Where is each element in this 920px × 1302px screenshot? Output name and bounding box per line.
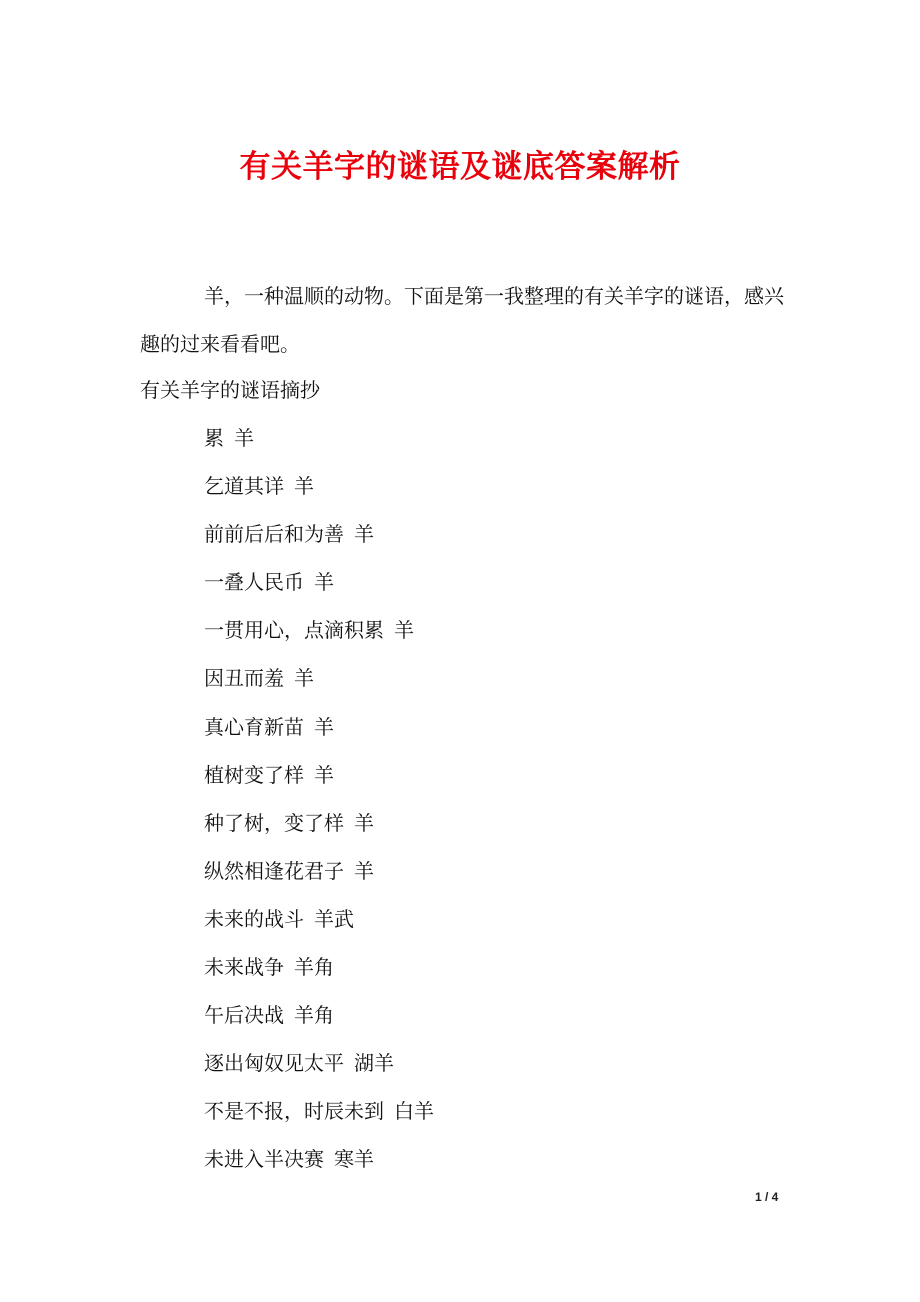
riddle-question: 逐出匈奴见太平: [204, 1051, 344, 1076]
riddle-item: [204, 462, 434, 510]
riddle-answer: 羊: [234, 426, 254, 450]
riddle-item: [204, 703, 434, 751]
riddle-answer: 湖羊: [354, 1051, 394, 1076]
riddle-item: [204, 799, 434, 847]
riddle-answer: 羊: [314, 714, 334, 739]
riddle-question: 真心育新苗: [204, 714, 304, 739]
riddle-question: 种了树，变了样: [204, 810, 344, 835]
riddle-list: [204, 414, 434, 1184]
riddle-item: [204, 606, 434, 654]
riddle-answer: 羊: [394, 618, 414, 643]
intro-paragraph: 羊，一种温顺的动物。下面是第一我整理的有关羊字的谜语，感兴趣的过来看看吧。: [140, 284, 784, 356]
riddle-question: 乞道其详: [204, 474, 284, 499]
riddle-item: [204, 895, 434, 943]
riddle-answer: 羊角: [294, 1003, 334, 1028]
riddle-answer: 白羊: [394, 1099, 434, 1124]
section-heading: 有关羊字的谜语摘抄: [140, 378, 320, 402]
riddle-item: [204, 847, 434, 895]
riddle-item: [204, 1087, 434, 1135]
riddle-item: [204, 1135, 434, 1183]
riddle-question: 不是不报，时辰未到: [204, 1099, 384, 1124]
riddle-question: 前前后后和为善: [204, 522, 344, 547]
riddle-question: 未来战争: [204, 955, 284, 980]
riddle-question: 未来的战斗: [204, 906, 304, 931]
riddle-question: 因丑而羞: [204, 666, 284, 691]
riddle-answer: 羊武: [314, 906, 354, 931]
riddle-answer: 羊: [354, 810, 374, 835]
page-number: 1 / 4: [755, 1190, 779, 1204]
riddle-answer: 羊: [294, 474, 314, 499]
riddle-item: [204, 751, 434, 799]
riddle-question: 累: [204, 426, 224, 450]
riddle-item: [204, 943, 434, 991]
riddle-answer: 羊: [314, 762, 334, 787]
riddle-question: 植树变了样: [204, 762, 304, 787]
riddle-question: 未进入半决赛: [204, 1147, 324, 1172]
document-title: 有关羊字的谜语及谜底答案解析: [239, 149, 681, 185]
riddle-answer: 羊: [354, 522, 374, 547]
riddle-answer: 羊角: [294, 955, 334, 980]
riddle-question: 午后决战: [204, 1003, 284, 1028]
riddle-question: 纵然相逢花君子: [204, 858, 344, 883]
riddle-item: [204, 558, 434, 606]
riddle-answer: 羊: [314, 570, 334, 595]
riddle-answer: 羊: [294, 666, 314, 691]
riddle-item: [204, 1039, 434, 1087]
riddle-question: 一叠人民币: [204, 570, 304, 595]
riddle-item: [204, 510, 434, 558]
riddle-item: [204, 414, 434, 462]
riddle-item: [204, 991, 434, 1039]
riddle-item: [204, 654, 434, 702]
riddle-answer: 寒羊: [334, 1147, 374, 1172]
riddle-answer: 羊: [354, 858, 374, 883]
riddle-question: 一贯用心，点滴积累: [204, 618, 384, 643]
